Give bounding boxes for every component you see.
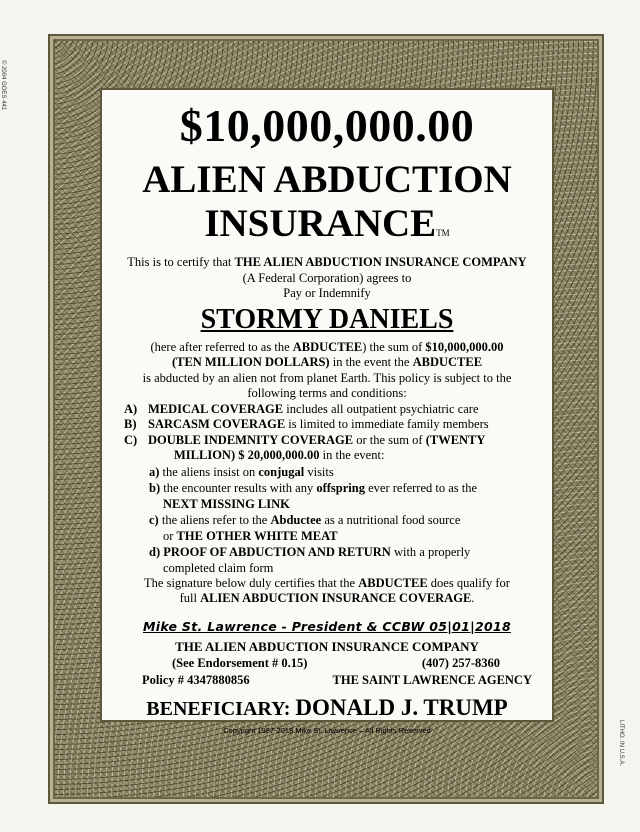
event-bold: PROOF OF ABDUCTION AND RETURN (160, 544, 391, 559)
event-bold: THE OTHER WHITE MEAT (176, 528, 338, 543)
closing-text: The signature below duly certifies that the (144, 575, 359, 590)
event-label: d) (149, 544, 161, 559)
term-title: MEDICAL COVERAGE (148, 401, 284, 416)
closing-bold: ABDUCTEE (358, 575, 428, 590)
event-d (149, 544, 552, 560)
event-label: b) (149, 480, 161, 495)
body-abductee: ABDUCTEE (292, 339, 363, 354)
term-item (124, 417, 552, 433)
certify-line3: Pay or Indemnify (283, 286, 371, 300)
body-abductee: ABDUCTEE (412, 355, 483, 369)
term-c-twenty: (TWENTY (425, 432, 486, 447)
title-insurance: INSURANCE (204, 202, 437, 245)
event-list (102, 464, 552, 576)
event-bold: Abductee (270, 512, 322, 527)
term-text: is limited to immediate family members (285, 417, 489, 431)
event-text: the aliens insist on (159, 464, 259, 479)
event-label: c) (149, 512, 159, 527)
terms-list (102, 402, 552, 464)
footer-row2 (102, 672, 552, 689)
term-title: SARCASM COVERAGE (148, 417, 286, 431)
side-note-left (0, 60, 6, 111)
term-c-tail: in the event: (319, 448, 385, 462)
closing-text: does qualify for (427, 575, 510, 590)
trademark-mark: TM (436, 228, 450, 238)
closing-line1 (102, 576, 552, 592)
body-text: (here after referred to as the (150, 339, 293, 354)
certify-prefix: This is to certify that (127, 255, 235, 269)
closing-text: . (471, 591, 475, 605)
body-line3: is abducted by an alien not from planet Earth. This policy is subject to the (142, 370, 512, 385)
beneficiary-label: BENEFICIARY: (146, 697, 296, 720)
term-item (124, 433, 552, 449)
body-line2 (102, 355, 552, 371)
side-note-right: LITHO. IN U.S.A. (618, 720, 624, 767)
title-line2 (102, 202, 552, 255)
side-note-left-line1: © 2004 GOES 441 (0, 60, 6, 111)
footer-company: THE ALIEN ABDUCTION INSURANCE COMPANY (175, 638, 479, 654)
body-line4: following terms and conditions: (247, 386, 407, 400)
term-text: or the sum of (353, 432, 426, 447)
event-c (149, 512, 552, 528)
event-text: as a nutritional food source (321, 512, 461, 527)
body-sum-words: (TEN MILLION DOLLARS) (171, 355, 330, 369)
certify-company: THE ALIEN ABDUCTION INSURANCE COMPANY (234, 255, 527, 269)
event-text: ever referred to as the (364, 480, 478, 495)
event-a (149, 464, 552, 480)
event-bold: offspring (316, 480, 365, 495)
event-text: the aliens refer to the (158, 512, 271, 527)
term-label: A) (124, 401, 138, 416)
body-text: in the event the (329, 355, 413, 369)
term-label: C) (124, 432, 138, 447)
body-line1 (102, 340, 552, 356)
closing-line2 (102, 591, 552, 607)
event-d-line2: completed claim form (163, 560, 274, 575)
term-text: includes all outpatient psychiatric care (283, 401, 479, 416)
event-text: or (163, 528, 177, 543)
copyright-notice: Copyright 1987-2018 Mike St. Lawrence – All Rights Reserved (223, 725, 431, 735)
beneficiary-name: DONALD J. TRUMP (295, 694, 508, 720)
certify-line1 (102, 255, 552, 271)
body-sum: $10,000,000.00 (425, 339, 504, 354)
body-text: ) the sum of (362, 339, 426, 354)
insured-name: STORMY DANIELS (200, 303, 454, 335)
term-label: B) (124, 417, 137, 431)
term-label-spacer (124, 448, 148, 464)
event-b (149, 480, 552, 496)
closing-text: full (179, 591, 201, 605)
event-label: a) (149, 464, 160, 479)
term-c-million: MILLION) $ 20,000,000.00 (174, 448, 320, 462)
term-item (124, 402, 552, 418)
event-b-line2: NEXT MISSING LINK (163, 496, 290, 511)
event-text: the encounter results with any (160, 480, 317, 495)
certify-line2: (A Federal Corporation) agrees to (242, 270, 412, 285)
beneficiary-line (102, 695, 552, 722)
event-c-line2 (149, 528, 552, 544)
agency-name: THE SAINT LAWRENCE AGENCY (332, 672, 532, 687)
term-title: DOUBLE INDEMNITY COVERAGE (148, 432, 354, 447)
title-line1: ALIEN ABDUCTION (142, 158, 512, 201)
policy-number: Policy # 4347880856 (142, 672, 250, 687)
closing-bold: ALIEN ABDUCTION INSURANCE COVERAGE (200, 591, 472, 605)
endorsement-text: (See Endorsement # 0.15) (172, 655, 308, 670)
amount-heading: $10,000,000.00 (179, 100, 475, 151)
event-text: with a properly (390, 544, 471, 559)
signature-line: Mike St. Lawrence - President & CCBW 05|01|2018 (143, 618, 511, 634)
footer-row1 (102, 655, 552, 672)
certificate-content (102, 100, 552, 735)
event-bold: conjugal (258, 464, 305, 479)
term-item-continued (124, 448, 552, 464)
phone-number: (407) 257-8360 (421, 655, 500, 670)
event-text: visits (304, 464, 334, 479)
